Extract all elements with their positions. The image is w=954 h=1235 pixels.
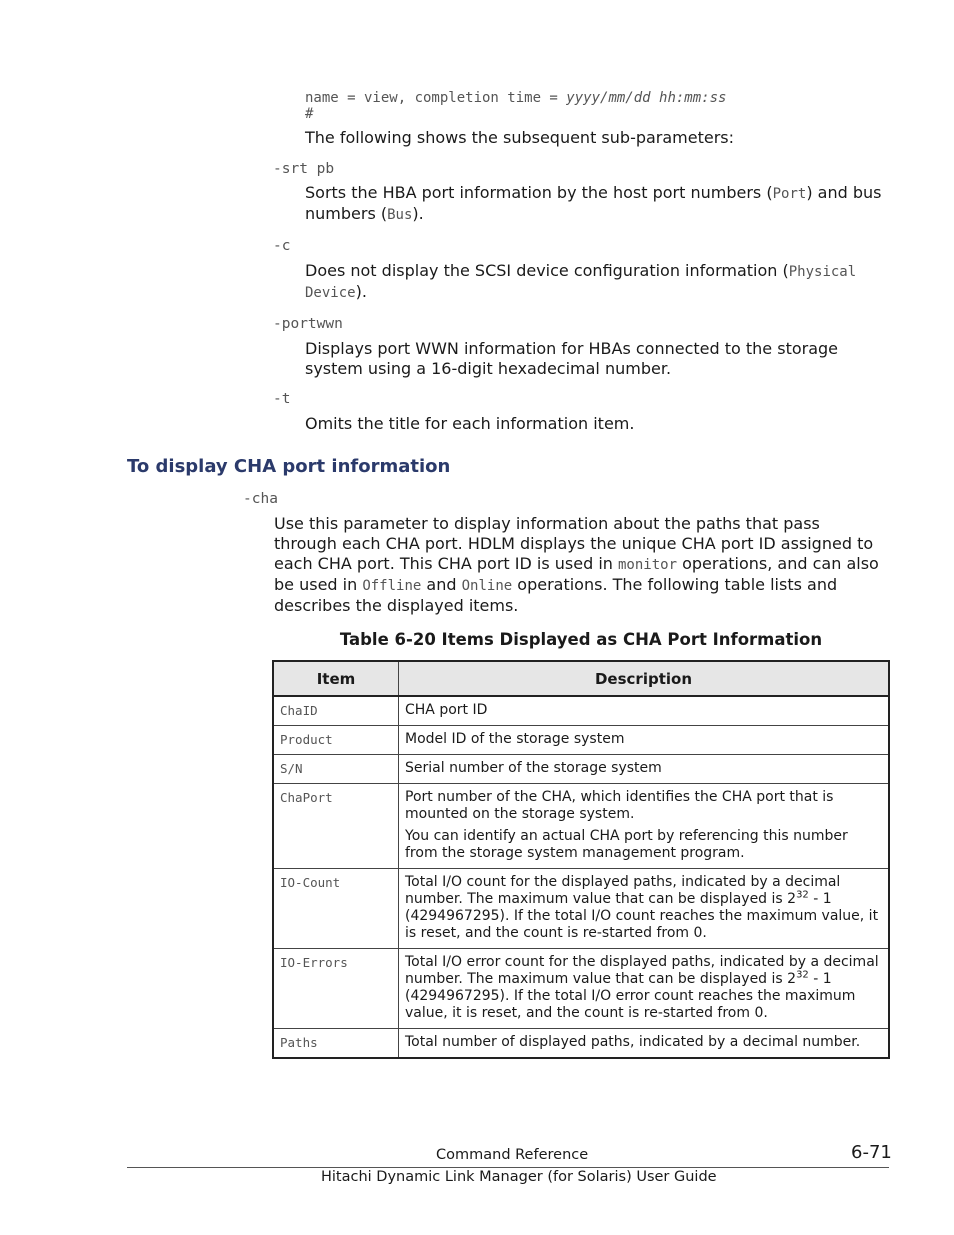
exponent: 32 (796, 969, 809, 981)
description-cell: Total I/O count for the displayed paths, indicated by a decimal number. The maximum value that can be displayed is $2^{32} - 1$ (4294967295). If the total I/O count reaches the maximum value, it is reset, and the count is re-started from 0. (399, 869, 890, 949)
table-row (273, 869, 889, 949)
code-prompt-line: # (305, 106, 314, 122)
subparam-desc: Sorts the HBA port information by the host port numbers (Port) and bus numbers (Bus). (305, 183, 882, 223)
table-row (273, 755, 889, 784)
intro-text: The following shows the subsequent sub-parameters: (305, 128, 735, 147)
item-cell: Paths (273, 1029, 399, 1059)
subparam-name: -srt pb (273, 161, 335, 177)
code-term: Online (461, 578, 513, 594)
param-name: -cha (243, 491, 278, 507)
code-term: monitor (618, 557, 678, 573)
subparam-desc: Does not display the SCSI device configuration information (Physical Device). (305, 261, 857, 301)
code-term: Offline (362, 578, 422, 594)
table-row (273, 949, 889, 1029)
subparam-name: -c (273, 238, 291, 254)
section-paragraph: Use this parameter to display information about the paths that pass through each CHA port. HDLM displays the unique CHA port ID assigned to each CHA port. This CHA port ID is used in monitor operations, and can also be used in Offline and Online operations. The following table lists and describes the displayed items. (274, 514, 879, 615)
table-caption: Table 6-20 Items Displayed as CHA Port Information (339, 630, 823, 649)
item-cell: IO-Errors (273, 949, 399, 1029)
code-term: Port (772, 186, 807, 202)
code-text: name = view, completion time = (305, 90, 567, 106)
table-row (273, 696, 889, 726)
description-cell: Model ID of the storage system (399, 726, 890, 755)
item-cell: IO-Count (273, 869, 399, 949)
header-item: Item (273, 661, 399, 696)
subparam-desc: Displays port WWN information for HBAs connected to the storage system using a 16-digit hexadecimal number. (305, 339, 839, 378)
section-heading: To display CHA port information (127, 456, 451, 477)
code-term: Physical Device (305, 264, 857, 301)
description-cell: Port number of the CHA, which identifies the CHA port that is mounted on the storage system. You can identify an actual CHA port by referencing this number from the storage system management program. (399, 784, 890, 869)
table-row (273, 1029, 889, 1059)
item-cell: S/N (273, 755, 399, 784)
description-cell: CHA port ID (399, 696, 890, 726)
item-cell: ChaPort (273, 784, 399, 869)
exponent: 32 (796, 889, 809, 901)
footer-book-title: Hitachi Dynamic Link Manager (for Solaris) User Guide (321, 1169, 717, 1185)
header-description: Description (399, 661, 890, 696)
subparam-name: -portwwn (273, 316, 343, 332)
item-cell: ChaID (273, 696, 399, 726)
table-row (273, 784, 889, 869)
code-output-line (305, 90, 726, 106)
table-header-row (273, 661, 889, 696)
subparam-name: -t (273, 391, 291, 407)
code-term: Bus (387, 207, 413, 223)
code-date-placeholder: yyyy/mm/dd hh:mm:ss (566, 90, 727, 106)
description-cell: Serial number of the storage system (399, 755, 890, 784)
subparam-desc: Omits the title for each information item. (305, 414, 635, 433)
table-row (273, 726, 889, 755)
footer-chapter: Command Reference (436, 1147, 589, 1163)
description-cell: Total I/O error count for the displayed paths, indicated by a decimal number. The maximum value that can be displayed is $2^{32} - 1$ (4294967295). If the total I/O error count reaches the maximum value, it is reset, and the count is re-started from 0. (399, 949, 890, 1029)
description-cell: Total number of displayed paths, indicated by a decimal number. (399, 1029, 890, 1059)
footer-divider (127, 1167, 889, 1168)
item-cell: Product (273, 726, 399, 755)
page-number: 6-71 (851, 1142, 892, 1163)
items-table (272, 660, 890, 1059)
